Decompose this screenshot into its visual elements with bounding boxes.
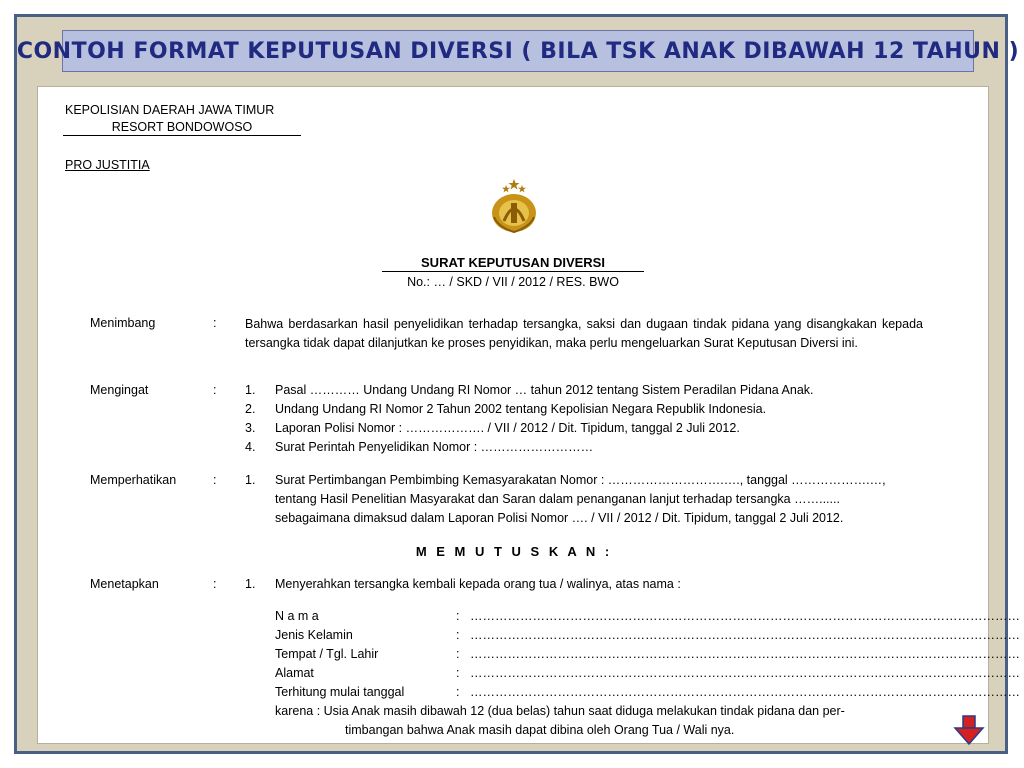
menimbang-text: Bahwa berdasarkan hasil penyelidikan terhadap tersangka, saksi dan dugaan tindak pidana yang disangkakan kepada tersangka tidak dapat dilanjutkan ke proses penyidikan, maka perlu mengeluarkan Surat Keputusan Diversi ini. bbox=[245, 317, 923, 350]
mengingat-num-2: 2. bbox=[245, 402, 256, 416]
mengingat-item-1: Pasal ………… Undang Undang RI Nomor … tahun 2012 tentang Sistem Peradilan Pidana Anak. bbox=[275, 383, 814, 397]
memutuskan-heading: M E M U T U S K A N : bbox=[415, 544, 613, 559]
memperhatikan-line-2: tentang Hasil Penelitian Masyarakat dan Saran dalam penanganan lanjut terhadap tersangka ……...... bbox=[275, 492, 840, 506]
slide-title: CONTOH FORMAT KEPUTUSAN DIVERSI ( BILA TSK ANAK DIBAWAH 12 TAHUN ) bbox=[16, 38, 1020, 64]
field-colon-nama: : bbox=[456, 609, 460, 623]
document-title: SURAT KEPUTUSAN DIVERSI bbox=[382, 255, 644, 272]
field-colon-jenis-kelamin: : bbox=[456, 628, 460, 642]
mengingat-colon: : bbox=[213, 383, 217, 397]
menimbang-colon: : bbox=[213, 316, 217, 330]
field-label-jenis-kelamin: Jenis Kelamin bbox=[275, 628, 353, 642]
field-label-alamat: Alamat bbox=[275, 666, 314, 680]
menetapkan-num: 1. bbox=[245, 577, 256, 591]
karena-line-1: karena : Usia Anak masih dibawah 12 (dua belas) tahun saat diduga melakukan tindak pidana dan per- bbox=[275, 704, 845, 718]
slide-title-box bbox=[16, 30, 1020, 72]
arrow-down-icon[interactable] bbox=[953, 715, 985, 745]
field-colon-terhitung: : bbox=[456, 685, 460, 699]
memperhatikan-line-3: sebagaimana dimaksud dalam Laporan Polisi Nomor …. / VII / 2012 / Dit. Tipidum, tanggal 2 Juli 2012. bbox=[275, 511, 844, 525]
field-label-tempat-lahir: Tempat / Tgl. Lahir bbox=[275, 647, 379, 661]
document-number: No.: … / SKD / VII / 2012 / RES. BWO bbox=[407, 275, 619, 289]
menetapkan-colon: : bbox=[213, 577, 217, 591]
mengingat-item-2: Undang Undang RI Nomor 2 Tahun 2002 tentang Kepolisian Negara Republik Indonesia. bbox=[275, 402, 767, 416]
memperhatikan-num: 1. bbox=[245, 473, 256, 487]
memperhatikan-line-1: Surat Pertimbangan Pembimbing Kemasyarakatan Nomor : ……………………….…., tanggal ……………….…, bbox=[275, 473, 886, 487]
mengingat-num-3: 3. bbox=[245, 421, 256, 435]
field-colon-alamat: : bbox=[456, 666, 460, 680]
header-line-2: RESORT BONDOWOSO bbox=[63, 120, 301, 136]
field-label-nama: N a m a bbox=[275, 609, 319, 623]
mengingat-num-1: 1. bbox=[245, 383, 256, 397]
pro-justitia: PRO JUSTITIA bbox=[65, 158, 150, 172]
field-colon-tempat-lahir: : bbox=[456, 647, 460, 661]
field-value-alamat: …………………………………………………………………………………………………………………… bbox=[470, 666, 1020, 680]
menetapkan-label: Menetapkan bbox=[90, 577, 159, 591]
mengingat-num-4: 4. bbox=[245, 440, 256, 454]
document-page bbox=[37, 86, 1020, 744]
field-value-nama: …………………………………………………………………………………………………………………… bbox=[470, 609, 1020, 623]
field-value-jenis-kelamin: …………………………………………………………………………………………………………………… bbox=[470, 628, 1020, 642]
mengingat-item-4: Surat Perintah Penyelidikan Nomor : ……………………… bbox=[275, 440, 594, 454]
menimbang-label: Menimbang bbox=[90, 316, 156, 330]
header-line-1: KEPOLISIAN DAERAH JAWA TIMUR bbox=[65, 103, 275, 117]
field-value-tempat-lahir: …………………………………………………………………………………………………………………… bbox=[470, 647, 1020, 661]
karena-line-2: timbangan bahwa Anak masih dapat dibina oleh Orang Tua / Wali nya. bbox=[345, 723, 735, 737]
memperhatikan-colon: : bbox=[213, 473, 217, 487]
police-emblem-icon bbox=[484, 177, 544, 237]
slide-frame bbox=[14, 14, 1020, 754]
field-value-terhitung: …………………………………………………………………………………………………………………… bbox=[470, 685, 1020, 699]
menetapkan-text: Menyerahkan tersangka kembali kepada orang tua / walinya, atas nama : bbox=[275, 577, 681, 591]
mengingat-item-3: Laporan Polisi Nomor : ………………. / VII / 2012 / Dit. Tipidum, tanggal 2 Juli 2012. bbox=[275, 421, 740, 435]
mengingat-label: Mengingat bbox=[90, 383, 149, 397]
memperhatikan-label: Memperhatikan bbox=[90, 473, 177, 487]
field-label-terhitung: Terhitung mulai tanggal bbox=[275, 685, 405, 699]
